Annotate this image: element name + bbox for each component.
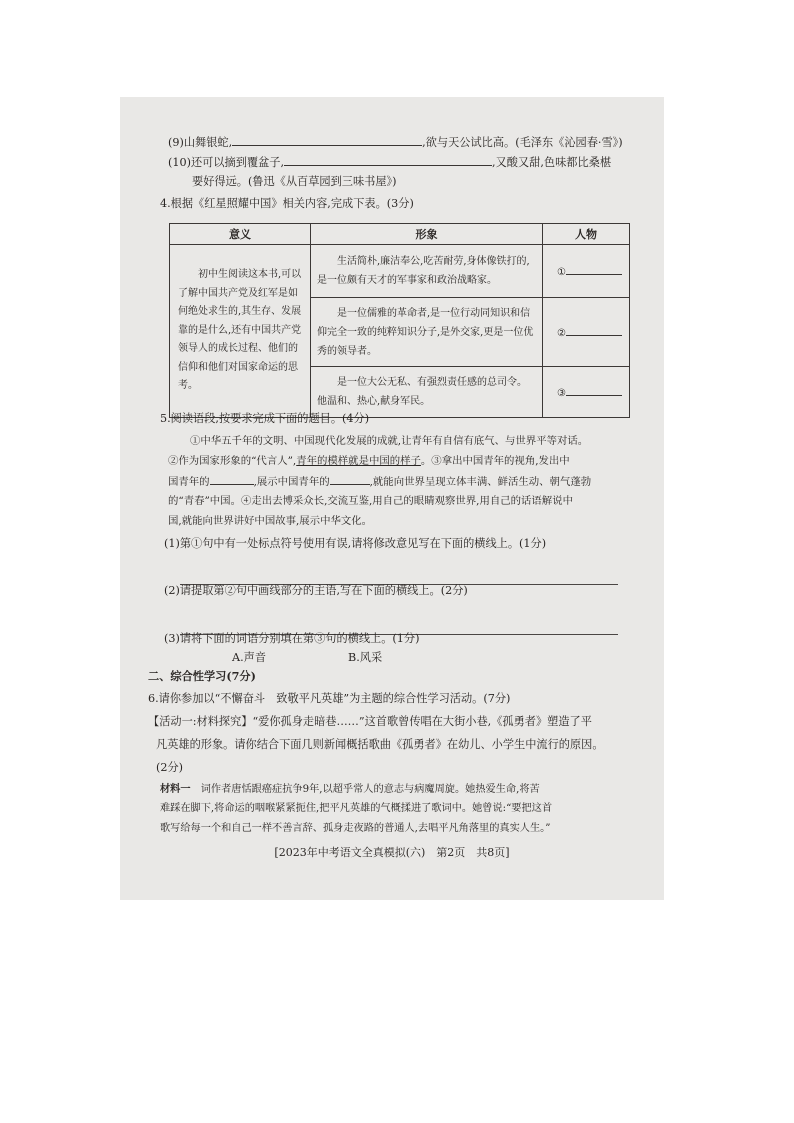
q4-row-1	[170, 245, 630, 298]
meaning-cell	[170, 245, 311, 418]
image-cell-2	[311, 298, 543, 367]
person-mark-2: ②	[557, 328, 566, 339]
activity-1-line-2: 凡英雄的形象。请你结合下面几则新闻概括歌曲《孤勇者》在幼儿、小学生中流行的原因。	[156, 738, 604, 751]
question-5-title: 5.阅读语段,按要求完成下面的题目。(4分)	[160, 412, 370, 425]
person-answer-blank-3[interactable]	[566, 385, 622, 396]
q10-answer-blank[interactable]	[284, 154, 492, 166]
exam-page	[120, 97, 664, 900]
q10-continuation: 要好得远。(鲁迅《从百草园到三味书屋》)	[192, 175, 397, 188]
q5-underlined-phrase: 青年的模样就是中国的样子	[296, 455, 421, 467]
q4-table	[169, 223, 630, 418]
header-meaning: 意义	[170, 224, 311, 245]
material-1-line-3: 歌写给每一个和自己一样不善言辞、孤身走夜路的普通人,去唱平凡角落里的真实人生。”	[160, 823, 551, 834]
q9-prefix: (9)山舞银蛇,	[168, 136, 233, 149]
activity-1-score: (2分)	[156, 761, 184, 774]
person-answer-blank-2[interactable]	[566, 325, 622, 336]
person-mark-3: ③	[557, 388, 566, 399]
question-6: 6.请你参加以“不懈奋斗 致敬平凡英雄”为主题的综合性学习活动。(7分)	[148, 692, 511, 705]
q9-suffix: ,欲与天公试比高。(毛泽东《沁园春·雪》)	[422, 136, 623, 149]
image-cell-1	[311, 245, 543, 298]
question-4-title: 4.根据《红星照耀中国》相关内容,完成下表。(3分)	[160, 197, 414, 210]
material-1-text-1: 词作者唐恬跟癌症抗争9年,以超乎常人的意志与病魔周旋。她热爱生命,将苦	[190, 784, 540, 795]
q5-blank-1[interactable]	[210, 473, 254, 485]
person-cell-1[interactable]	[543, 245, 630, 298]
q5-passage-line-1: ①中华五千年的文明、中国现代化发展的成就,让青年有自信有底气、与世界平等对话。	[190, 435, 589, 447]
q5-p3-mid: ,展示中国青年的	[253, 476, 330, 488]
q5-passage-line-2	[168, 453, 570, 469]
q9-answer-blank[interactable]	[232, 134, 422, 146]
q5-sub-3: (3)请将下面的词语分别填在第③句的横线上。(1分)	[164, 632, 420, 645]
q5-passage-line-3	[168, 473, 591, 490]
person-answer-blank-1[interactable]	[566, 264, 622, 275]
q5-p3-start: 国青年的	[168, 476, 210, 488]
q5-p3-end: ,就能向世界呈现立体丰满、鲜活生动、朝气蓬勃	[369, 476, 592, 488]
person-cell-3[interactable]	[543, 367, 630, 418]
q5-p2-start: ②作为国家形象的“代言人”,	[168, 455, 297, 467]
section-2-heading: 二、综合性学习(7分)	[148, 669, 256, 683]
q5-passage-line-4: 的“青春”中国。④走出去博采众长,交流互鉴,用自己的眼睛观察世界,用自己的话语解说中	[168, 495, 573, 507]
person-mark-1: ①	[557, 267, 566, 278]
q5-sub-2: (2)请提取第②句中画线部分的主语,写在下面的横线上。(2分)	[164, 584, 468, 597]
q5-p2-end: 。③拿出中国青年的视角,发出中	[420, 455, 570, 467]
material-1-label: 材料一	[160, 783, 191, 795]
meaning-text: 初中生阅读这本书,可以了解中国共产党及红军是如何绝处求生的,其生存、发展靠的是什么,还有中国共产党领导人的成长过程、他们的信仰和他们对国家命运的思考。	[178, 269, 302, 392]
q5-passage-line-5: 国,就能向世界讲好中国故事,展示中华文化。	[168, 515, 373, 527]
q10-prefix: (10)还可以摘到覆盆子,	[168, 156, 285, 169]
q10-suffix: ,又酸又甜,色味都比桑椹	[492, 156, 612, 169]
material-1-line-1	[160, 781, 540, 798]
header-image: 形象	[311, 224, 543, 245]
image-text-1: 生活简朴,廉洁奉公,吃苦耐劳,身体像铁打的,是一位颇有天才的军事家和政治战略家。	[317, 256, 530, 286]
page-footer: [2023年中考语文全真模拟(六) 第2页 共8页]	[274, 846, 510, 859]
q5-sub-1: (1)第①句中有一处标点符号使用有误,请将修改意见写在下面的横线上。(1分)	[164, 537, 547, 550]
q5-blank-2[interactable]	[330, 473, 370, 485]
material-1-line-2: 难踩在脚下,将命运的咽喉紧紧扼住,把平凡英雄的气概揉进了歌词中。她曾说:“要把这首	[160, 803, 553, 814]
image-text-2: 是一位儒雅的革命者,是一位行动同知识和信仰完全一致的纯粹知识分子,是外交家,更是一位优秀的领导者。	[317, 307, 534, 357]
image-cell-3	[311, 367, 543, 418]
image-text-3: 是一位大公无私、有强烈责任感的总司令。他温和、热心,献身军民。	[317, 377, 527, 407]
person-cell-2[interactable]	[543, 298, 630, 367]
option-b: B.风采	[348, 651, 383, 664]
header-person: 人物	[543, 224, 630, 245]
activity-1-line-1: 【活动一:材料探究】“爱你孤身走暗巷……”这首歌曾传唱在大街小巷,《孤勇者》塑造了平	[148, 715, 592, 728]
q4-table-header	[170, 224, 630, 245]
question-9	[168, 134, 623, 151]
option-a: A.声音	[232, 651, 267, 664]
question-10	[168, 154, 611, 171]
